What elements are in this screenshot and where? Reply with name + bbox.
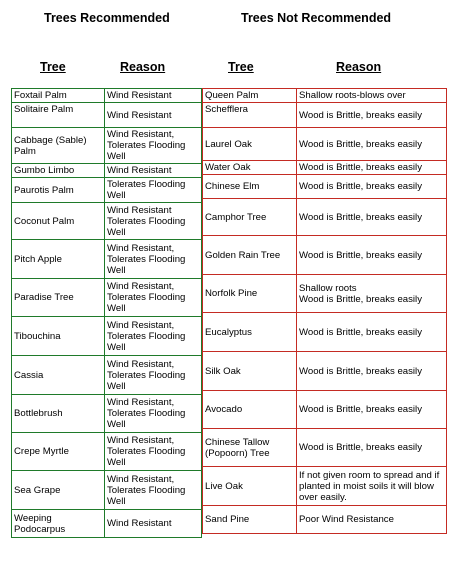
not-recommended-tree-cell: Laurel Oak <box>203 128 297 161</box>
recommended-title: Trees Recommended <box>44 11 170 25</box>
recommended-row <box>12 178 202 203</box>
not-recommended-reason-line: Wood is Brittle, breaks easily <box>299 293 422 305</box>
not-recommended-row <box>203 89 447 103</box>
not-recommended-tree-cell: Avocado <box>203 391 297 429</box>
recommended-row <box>12 128 202 164</box>
not-recommended-row <box>203 429 447 467</box>
recommended-row <box>12 356 202 395</box>
not-recommended-row <box>203 103 447 128</box>
recommended-tree-cell: Weeping Podocarpus <box>12 510 105 538</box>
not-recommended-row <box>203 275 447 313</box>
not-recommended-tree-cell: Camphor Tree <box>203 199 297 236</box>
recommended-reason-cell: Wind Resistant, Tolerates Flooding Well <box>105 433 202 471</box>
recommended-reason-header: Reason <box>120 60 166 74</box>
recommended-tree-cell: Cabbage (Sable) Palm <box>12 128 105 164</box>
not-recommended-tree-cell: Sand Pine <box>203 506 297 534</box>
recommended-row <box>12 103 202 128</box>
not-recommended-table <box>202 88 447 534</box>
recommended-reason-cell: Wind Resistant, Tolerates Flooding Well <box>105 317 202 356</box>
not-recommended-row <box>203 467 447 506</box>
not-recommended-row <box>203 236 447 275</box>
not-recommended-tree-cell: Water Oak <box>203 161 297 175</box>
not-recommended-reason-cell: If not given room to spread and if planted in moist soils it will blow over easily. <box>297 467 447 506</box>
recommended-row <box>12 433 202 471</box>
recommended-tree-cell: Pitch Apple <box>12 240 105 279</box>
not-recommended-reason-cell: Shallow roots-blows over <box>297 89 447 103</box>
not-recommended-tree-cell: Golden Rain Tree <box>203 236 297 275</box>
recommended-reason-cell: Wind Resistant Tolerates Flooding Well <box>105 203 202 240</box>
recommended-tree-cell: Tibouchina <box>12 317 105 356</box>
recommended-reason-cell: Tolerates Flooding Well <box>105 178 202 203</box>
not-recommended-reason-cell: Wood is Brittle, breaks easily <box>297 103 447 128</box>
not-recommended-row <box>203 161 447 175</box>
recommended-row <box>12 279 202 317</box>
recommended-row <box>12 317 202 356</box>
not-recommended-reason-cell: Wood is Brittle, breaks easily <box>297 128 447 161</box>
not-recommended-tree-cell: Norfolk Pine <box>203 275 297 313</box>
not-recommended-tree-cell: Chinese Elm <box>203 175 297 199</box>
recommended-tree-cell: Foxtail Palm <box>12 89 105 103</box>
recommended-tree-cell: Paurotis Palm <box>12 178 105 203</box>
not-recommended-reason-line: Shallow roots <box>299 282 357 294</box>
recommended-tree-header: Tree <box>40 60 66 74</box>
not-recommended-reason-cell: Poor Wind Resistance <box>297 506 447 534</box>
recommended-tree-cell: Sea Grape <box>12 471 105 510</box>
not-recommended-title: Trees Not Recommended <box>241 11 392 25</box>
not-recommended-row <box>203 175 447 199</box>
recommended-row <box>12 510 202 538</box>
recommended-tree-cell: Bottlebrush <box>12 395 105 433</box>
recommended-reason-cell: Wind Resistant, Tolerates Flooding Well <box>105 279 202 317</box>
not-recommended-row <box>203 352 447 391</box>
not-recommended-reason-cell: Wood is Brittle, breaks easily <box>297 199 447 236</box>
not-recommended-reason-cell: Wood is Brittle, breaks easily <box>297 352 447 391</box>
not-recommended-reason-cell: Wood is Brittle, breaks easily <box>297 175 447 199</box>
recommended-tree-cell: Crepe Myrtle <box>12 433 105 471</box>
not-recommended-tree-cell: Queen Palm <box>203 89 297 103</box>
recommended-tree-cell: Cassia <box>12 356 105 395</box>
not-recommended-tree-cell: Schefflera <box>203 103 297 128</box>
not-recommended-reason-cell: Wood is Brittle, breaks easily <box>297 161 447 175</box>
not-recommended-tree-cell: Chinese Tallow (Popoorn) Tree <box>203 429 297 467</box>
recommended-reason-cell: Wind Resistant <box>105 164 202 178</box>
recommended-tree-cell: Paradise Tree <box>12 279 105 317</box>
recommended-reason-cell: Wind Resistant <box>105 89 202 103</box>
not-recommended-reason-cell: Wood is Brittle, breaks easily <box>297 391 447 429</box>
not-recommended-row <box>203 199 447 236</box>
not-recommended-reason-cell: Wood is Brittle, breaks easily <box>297 429 447 467</box>
recommended-reason-cell: Wind Resistant, Tolerates Flooding Well <box>105 395 202 433</box>
not-recommended-row <box>203 313 447 352</box>
recommended-reason-cell: Wind Resistant, Tolerates Flooding Well <box>105 240 202 279</box>
not-recommended-reason-cell: Wood is Brittle, breaks easily <box>297 313 447 352</box>
recommended-tree-cell: Gumbo Limbo <box>12 164 105 178</box>
recommended-row <box>12 203 202 240</box>
recommended-tree-cell: Solitaire Palm <box>12 103 105 128</box>
not-recommended-reason-cell: Wood is Brittle, breaks easily <box>297 236 447 275</box>
not-recommended-tree-header: Tree <box>228 60 254 74</box>
not-recommended-reason-cell <box>297 275 447 313</box>
recommended-reason-cell: Wind Resistant <box>105 510 202 538</box>
recommended-tree-cell: Coconut Palm <box>12 203 105 240</box>
recommended-row <box>12 240 202 279</box>
recommended-reason-cell: Wind Resistant <box>105 103 202 128</box>
recommended-reason-cell: Wind Resistant, Tolerates Flooding Well <box>105 128 202 164</box>
recommended-row <box>12 89 202 103</box>
recommended-reason-cell: Wind Resistant, Tolerates Flooding Well <box>105 471 202 510</box>
not-recommended-tree-cell: Silk Oak <box>203 352 297 391</box>
not-recommended-tree-cell: Eucalyptus <box>203 313 297 352</box>
not-recommended-tree-cell: Live Oak <box>203 467 297 506</box>
recommended-reason-cell: Wind Resistant, Tolerates Flooding Well <box>105 356 202 395</box>
recommended-row <box>12 471 202 510</box>
not-recommended-row <box>203 391 447 429</box>
not-recommended-row <box>203 128 447 161</box>
recommended-row <box>12 395 202 433</box>
recommended-table <box>11 88 202 538</box>
recommended-row <box>12 164 202 178</box>
not-recommended-reason-header: Reason <box>336 60 382 74</box>
not-recommended-row <box>203 506 447 534</box>
